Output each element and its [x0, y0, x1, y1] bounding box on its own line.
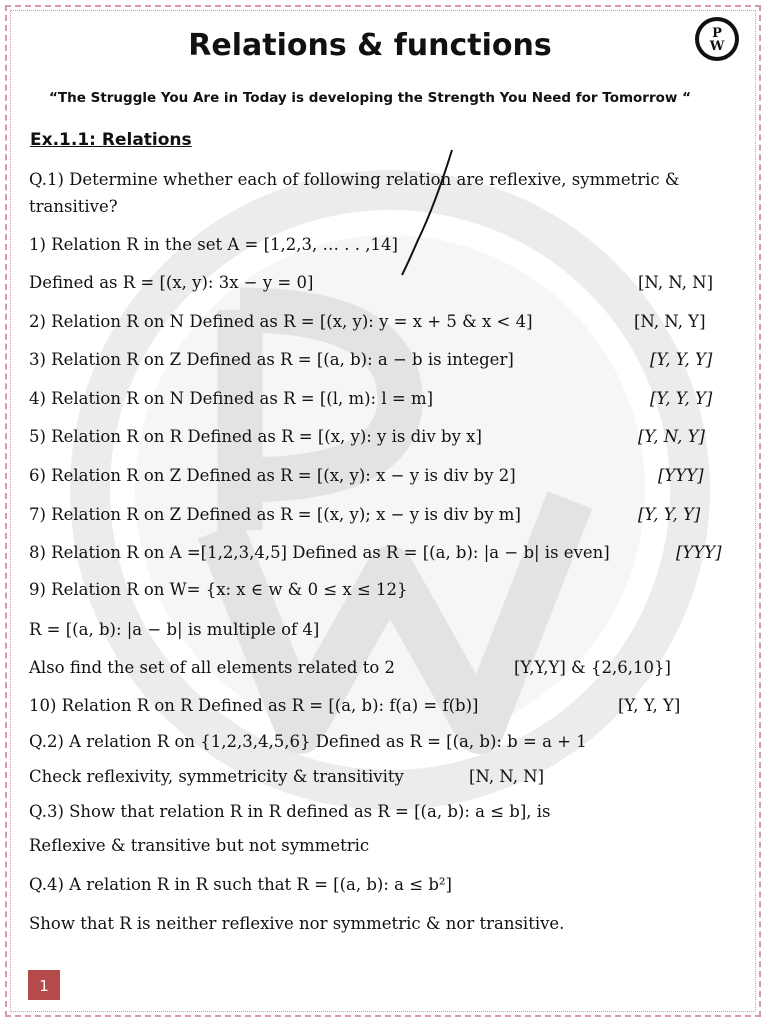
question-line: Q.4) A relation R in R such that R = [(a, b): a ≤ b²] [29, 875, 452, 894]
pw-logo-icon [694, 16, 740, 62]
answer-label: [N, N, N] [638, 273, 714, 292]
answer-label: [YYY] [658, 466, 704, 485]
question-line: 1) Relation R in the set A = [1,2,3, … . . ,14] [29, 235, 398, 254]
question-line: Reflexive & transitive but not symmetric [29, 836, 370, 855]
answer-label: [Y, Y, Y] [638, 505, 701, 524]
answer-label: [Y, Y, Y] [618, 696, 681, 715]
question-line: Q.2) A relation R on {1,2,3,4,5,6} Defined as R = [(a, b): b = a + 1 [29, 732, 587, 751]
question-line: 9) Relation R on W= {x: x ∈ w & 0 ≤ x ≤ 12} [29, 580, 408, 599]
question-line: Q.3) Show that relation R in R defined as R = [(a, b): a ≤ b], is [29, 802, 551, 821]
question-line: 2) Relation R on N Defined as R = [(x, y): y = x + 5 & x < 4] [29, 312, 533, 331]
question-line: 8) Relation R on A =[1,2,3,4,5] Defined as R = [(a, b): |a − b| is even] [29, 543, 610, 562]
page-number: 1 [28, 970, 60, 1000]
question-line: Show that R is neither reflexive nor symmetric & nor transitive. [29, 914, 565, 933]
answer-label: [YYY] [676, 543, 722, 562]
answer-label: [Y,Y,Y] & {2,6,10}] [514, 658, 671, 677]
question-line: Q.1) Determine whether each of following relation are reflexive, symmetric & [29, 170, 680, 189]
answer-label: [N, N, N] [469, 767, 545, 786]
svg-text:W: W [709, 39, 725, 54]
pen-mark [390, 145, 460, 280]
question-line: transitive? [29, 197, 118, 216]
svg-text:P: P [712, 26, 722, 41]
question-line: 6) Relation R on Z Defined as R = [(x, y): x − y is div by 2] [29, 466, 516, 485]
motivational-quote: “The Struggle You Are in Today is developing the Strength You Need for Tomorrow “ [49, 90, 691, 106]
question-line: 4) Relation R on N Defined as R = [(l, m): l = m] [29, 389, 434, 408]
page-title: Relations & functions [188, 28, 552, 63]
question-line: 5) Relation R on R Defined as R = [(x, y): y is div by x] [29, 427, 482, 446]
question-line: 3) Relation R on Z Defined as R = [(a, b): a − b is integer] [29, 350, 514, 369]
answer-label: [Y, Y, Y] [650, 389, 713, 408]
question-line: R = [(a, b): |a − b| is multiple of 4] [29, 620, 320, 639]
answer-label: [Y, N, Y] [638, 427, 705, 446]
question-line: Defined as R = [(x, y): 3x − y = 0] [29, 273, 314, 292]
question-line: 7) Relation R on Z Defined as R = [(x, y); x − y is div by m] [29, 505, 521, 524]
question-line: Also find the set of all elements related to 2 [29, 658, 396, 677]
question-line: 10) Relation R on R Defined as R = [(a, b): f(a) = f(b)] [29, 696, 479, 715]
section-heading: Ex.1.1: Relations [30, 130, 192, 150]
answer-label: [Y, Y, Y] [650, 350, 713, 369]
answer-label: [N, N, Y] [634, 312, 706, 331]
question-line: Check reflexivity, symmetricity & transitivity [29, 767, 404, 786]
